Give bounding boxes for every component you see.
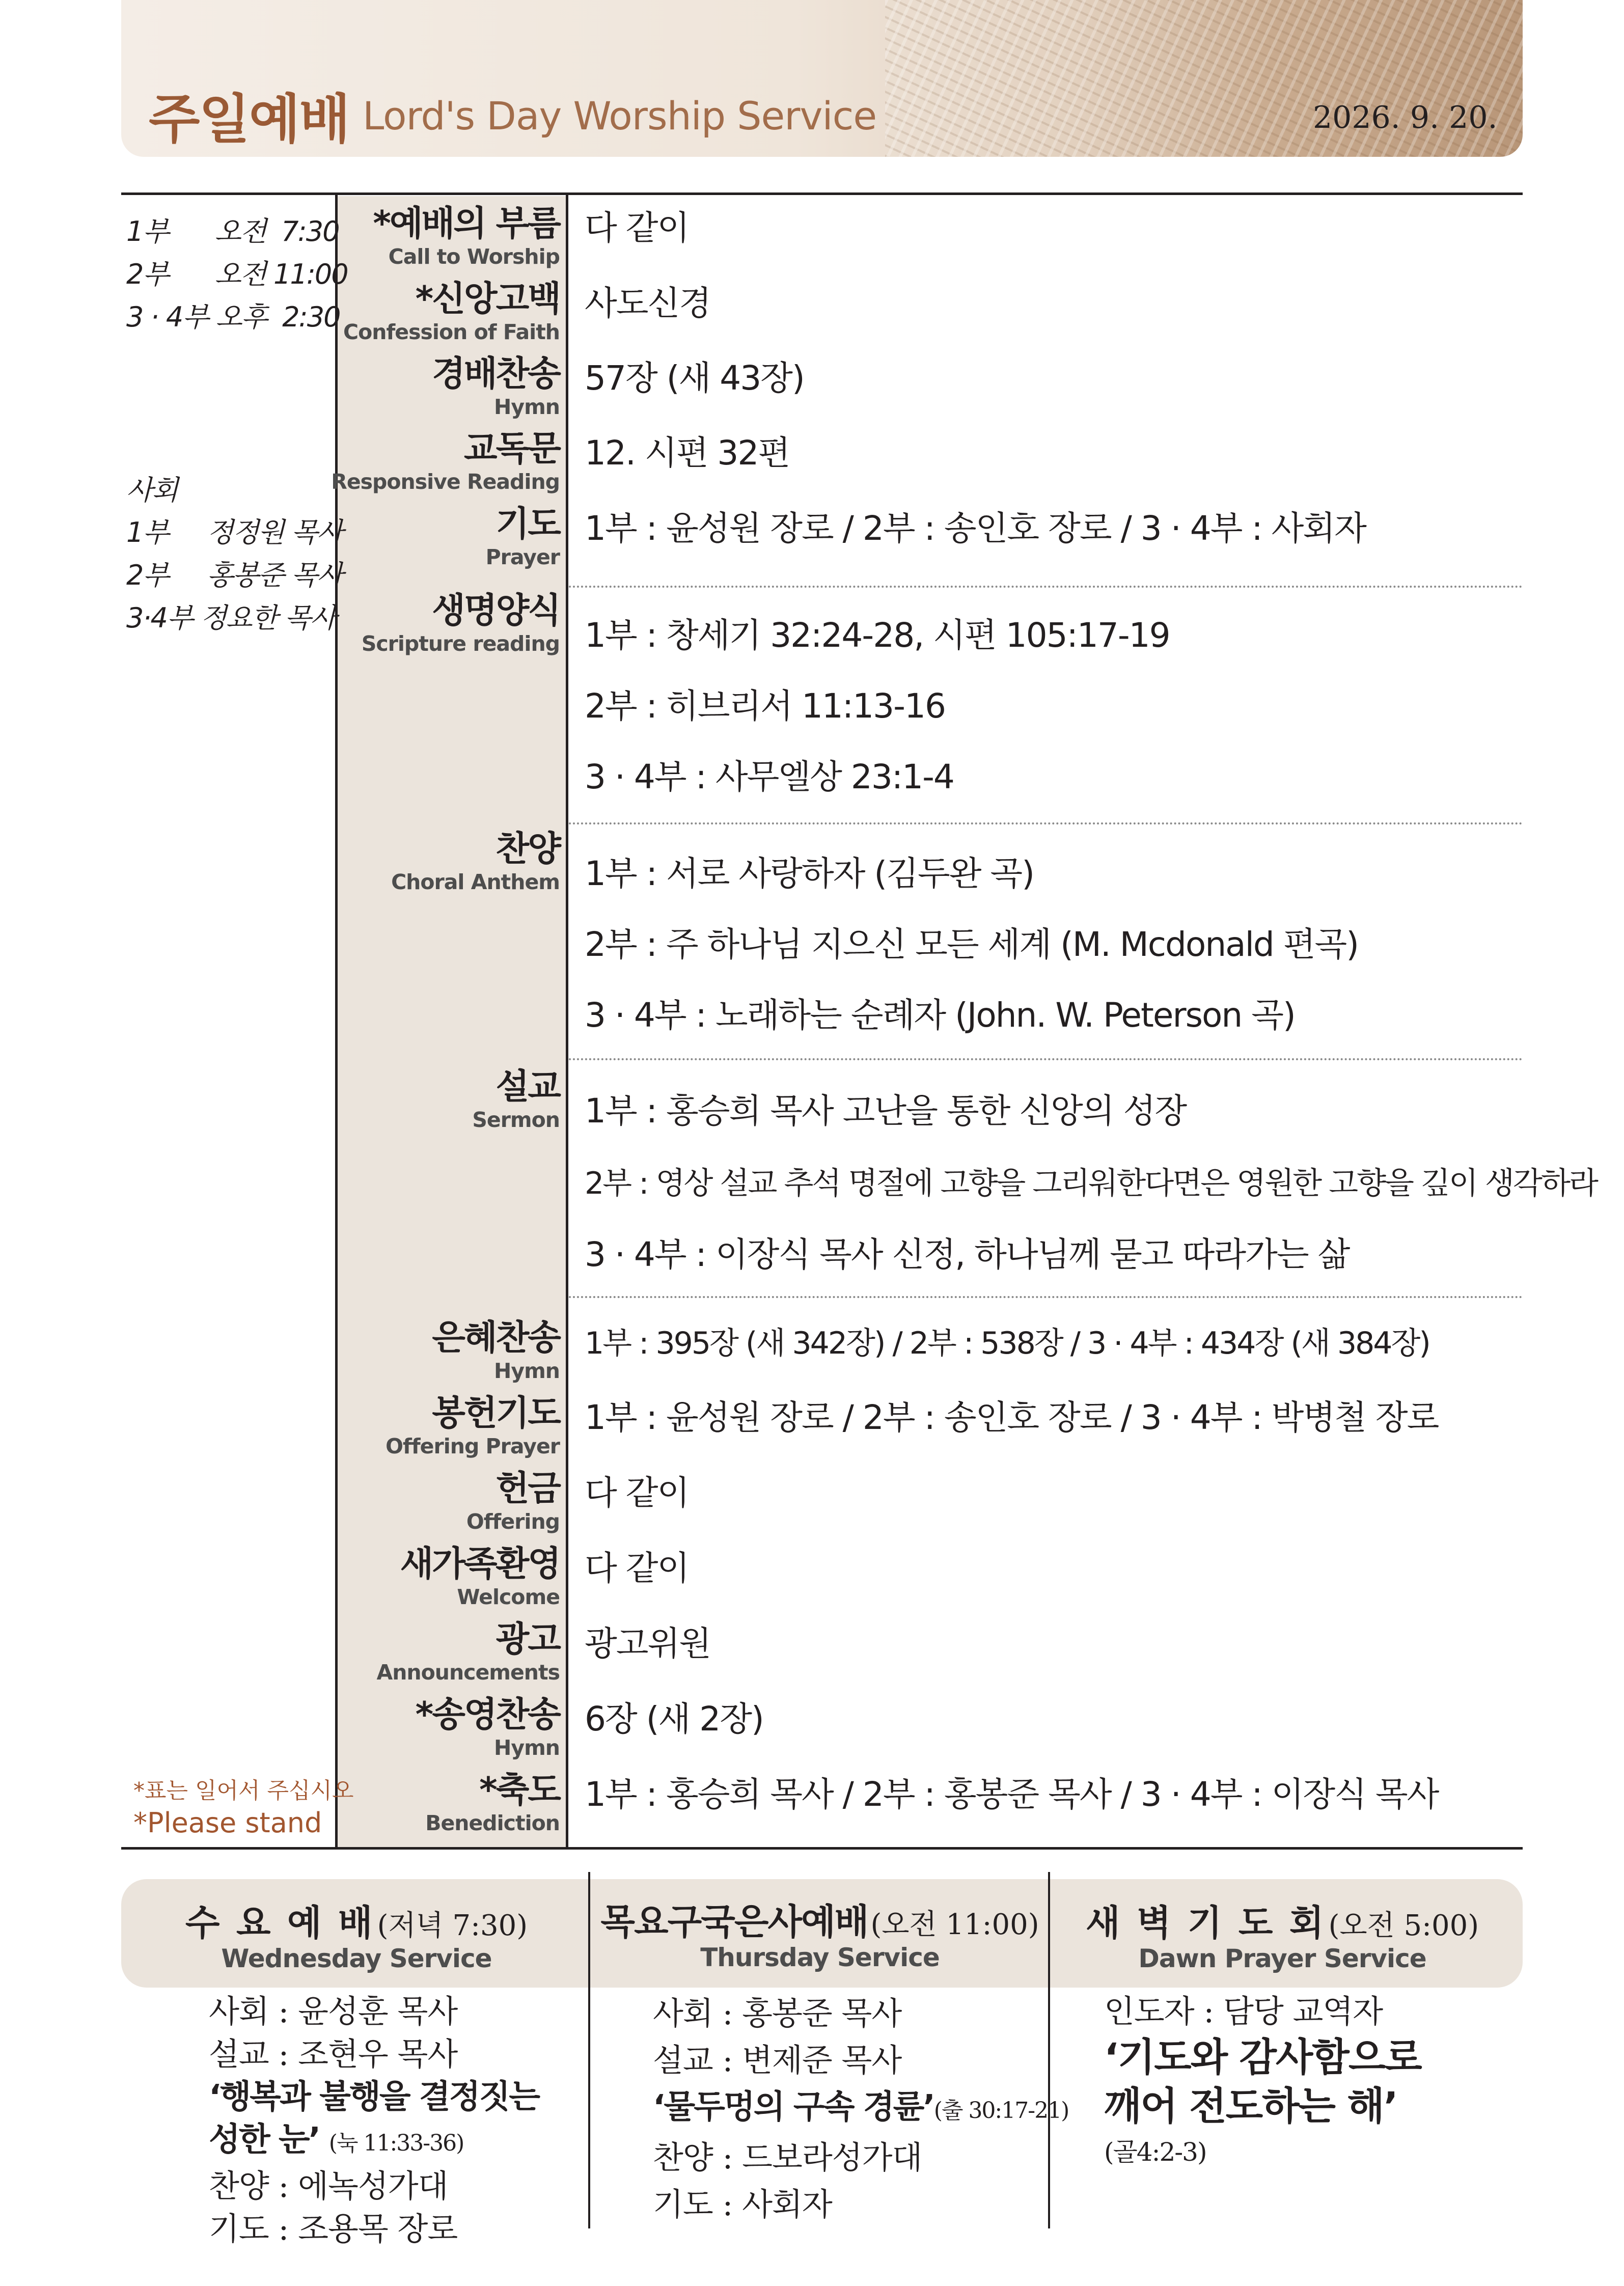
order-label-confession: *신앙고백 Confession of Faith [343,279,560,344]
order-content: 57장 (새 43장) [585,359,804,398]
thursday-anthem: 찬양 : 드보라성가대 [653,2139,922,2176]
order-label-call-to-worship: *예배의 부름 Call to Worship [373,204,560,269]
wednesday-sermon-ref: (눅 11:33-36) [328,2130,464,2156]
order-label-offering-prayer: 봉헌기도 Offering Prayer [386,1393,560,1458]
order-label-offering: 헌금 Offering [466,1469,560,1534]
order-label-doxology: *송영찬송 Hymn [415,1695,560,1760]
order-content: 광고위원 [585,1624,711,1663]
wednesday-sermon-title-2: 성한 눈’ [209,2121,320,2159]
thursday-sermon-title: ‘물두멍의 구속 경륜’ [653,2088,934,2126]
thursday-presider: 사회 : 홍봉준 목사 [653,1995,902,2032]
column-divider-right [566,194,568,1849]
thursday-details [653,1990,1068,2228]
service-time-1: 1부 오전 7:30 [126,215,339,247]
presider-3: 3·4부 정요한 목사 [126,602,336,634]
wednesday-presider: 사회 : 윤성훈 목사 [209,1993,458,2030]
stand-note-ko: *표는 일어서 주십시오 [133,1778,354,1804]
order-content: 6장 (새 2장) [585,1699,763,1739]
order-content: 1부 : 윤성원 장로 / 2부 : 송인호 장로 / 3 · 4부 : 박병철 장로 [585,1398,1439,1437]
order-label-announcements: 광고 Announcements [376,1619,560,1685]
service-time-3: 3 · 4부 오후 2:30 [126,301,340,333]
page-title: 주일예배 [149,88,349,150]
order-content: 2부 : 히브리서 11:13-16 [585,686,945,726]
order-label-anthem: 찬양 Choral Anthem [391,829,560,894]
order-content: 2부 : 주 하나님 지으신 모든 세계 (M. Mcdonald 편곡) [585,925,1359,964]
wednesday-heading: 수 요 예 배 (저녁 7:30) Wednesday Service [185,1902,528,1973]
dawn-leader: 인도자 : 담당 교역자 [1104,1993,1383,2030]
order-content: 다 같이 [585,208,689,247]
order-content: 다 같이 [585,1549,689,1588]
thursday-heading: 목요구국은사예배 (오전 11:00) Thursday Service [600,1901,1039,1972]
wednesday-preacher: 설교 : 조현우 목사 [209,2035,458,2073]
dawn-theme-2: 깨어 전도하는 해’ [1104,2083,1397,2129]
order-label-welcome: 새가족환영 Welcome [400,1544,560,1609]
order-content: 1부 : 윤성원 장로 / 2부 : 송인호 장로 / 3 · 4부 : 사회자 [585,509,1366,548]
order-content: 1부 : 서로 사랑하자 (김두완 곡) [585,854,1034,893]
wednesday-sermon-title: ‘행복과 불행을 결정짓는 [209,2078,539,2116]
dawn-theme-ref: (골4:2-3) [1104,2137,1206,2167]
wednesday-details [209,1990,539,2250]
thursday-sermon-ref: (출 30:17-21) [933,2098,1069,2124]
dawn-heading: 새 벽 기 도 회 (오전 5:00) Dawn Prayer Service [1085,1902,1479,1973]
order-content: 다 같이 [585,1473,689,1512]
dotted-separator [569,822,1523,824]
order-content: 1부 : 395장 (새 342장) / 2부 : 538장 / 3 · 4부 : 434장 (새 384장) [585,1326,1429,1361]
order-content: 3 · 4부 : 노래하는 순례자 (John. W. Peterson 곡) [585,996,1295,1035]
order-label-hymn-2: 은혜찬송 Hymn [432,1318,560,1383]
order-content: 12. 시편 32편 [585,433,790,473]
order-label-responsive-reading: 교독문 Responsive Reading [331,429,560,494]
order-content: 1부 : 홍승희 목사 / 2부 : 홍봉준 목사 / 3 · 4부 : 이장식 목사 [585,1775,1439,1814]
order-label-sermon: 설교 Sermon [472,1067,560,1132]
order-content: 사도신경 [585,284,711,323]
order-label-hymn-1: 경배찬송 Hymn [432,354,560,419]
dawn-theme-1: ‘기도와 감사함으로 [1104,2034,1421,2080]
weekday-divider [588,1872,590,2228]
order-content: 1부 : 창세기 32:24-28, 시편 105:17-19 [585,616,1170,655]
wednesday-prayer: 기도 : 조용목 장로 [209,2210,458,2247]
stand-note-en: *Please stand [133,1807,322,1839]
order-content: 1부 : 홍승희 목사 고난을 통한 신앙의 성장 [585,1091,1187,1131]
thursday-prayer: 기도 : 사회자 [653,2186,832,2223]
dotted-separator [569,1296,1523,1298]
order-label-scripture: 생명양식 Scripture reading [361,591,560,656]
service-time-2: 2부 오전 11:00 [126,258,348,290]
bottom-rule [121,1847,1523,1850]
order-content: 2부 : 영상 설교 추석 명절에 고향을 그리워한다면은 영원한 고향을 깊이 생각하라 [585,1166,1597,1201]
page-subtitle: Lord's Day Worship Service [363,93,877,139]
thursday-preacher: 설교 : 변제준 목사 [653,2042,902,2079]
top-rule [121,192,1523,195]
order-label-benediction: *축도 Benediction [425,1770,560,1835]
presider-2: 2부 홍봉준 목사 [126,559,343,591]
presider-title: 사회 [126,474,178,506]
dawn-details [1104,1990,1421,2173]
wednesday-anthem: 찬양 : 에녹성가대 [209,2167,448,2205]
presider-1: 1부 정정원 목사 [126,516,343,548]
dotted-separator [569,586,1523,588]
order-content: 3 · 4부 : 사무엘상 23:1-4 [585,757,954,796]
order-content: 3 · 4부 : 이장식 목사 신정, 하나님께 묻고 따라가는 삶 [585,1235,1350,1274]
order-label-prayer: 기도 Prayer [485,504,560,569]
dotted-separator [569,1058,1523,1060]
service-date: 2026. 9. 20. [1313,100,1498,135]
